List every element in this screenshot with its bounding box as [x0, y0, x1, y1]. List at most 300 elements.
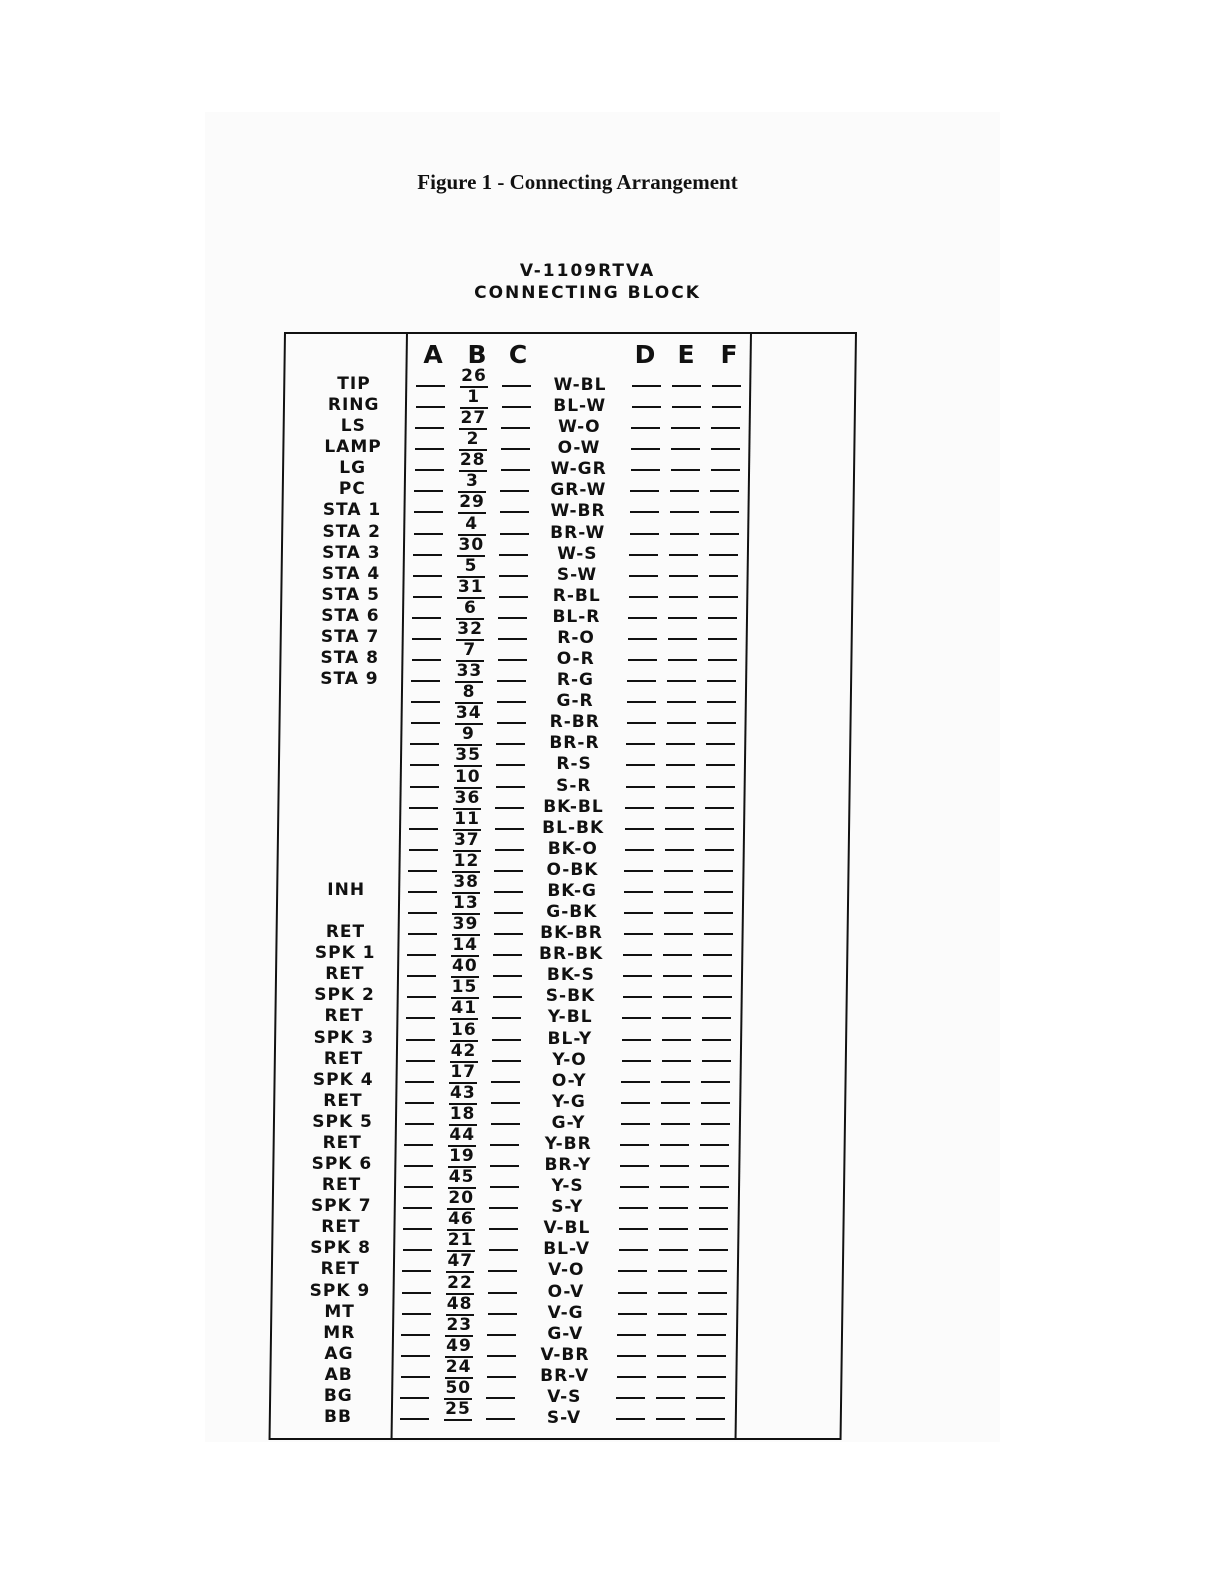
- column-header-e: E: [677, 340, 695, 369]
- terminal-c-line: [493, 975, 522, 977]
- wire-color-code: S-BK: [545, 986, 596, 1007]
- terminal-a-line: [402, 1313, 431, 1315]
- terminal-f-line: [704, 870, 733, 872]
- terminal-c-line: [499, 554, 528, 556]
- wire-color-code: S-W: [556, 564, 598, 585]
- row-label: STA 1: [322, 500, 382, 521]
- terminal-d-line: [621, 1081, 650, 1083]
- terminal-f-line: [710, 511, 739, 513]
- terminal-c-line: [498, 659, 527, 661]
- pin-number: 42: [450, 1040, 477, 1061]
- terminal-e-line: [657, 1376, 686, 1378]
- terminal-c-line: [492, 1060, 521, 1062]
- terminal-e-line: [671, 448, 700, 450]
- wire-color-code: R-G: [556, 670, 594, 691]
- terminal-c-line: [486, 1418, 515, 1420]
- terminal-f-line: [699, 1228, 728, 1230]
- terminal-f-line: [703, 975, 732, 977]
- wire-color-code: BK-G: [547, 880, 597, 901]
- wire-color-code: O-R: [556, 649, 595, 670]
- terminal-e-line: [664, 933, 693, 935]
- terminal-c-line: [499, 596, 528, 598]
- terminal-e-line: [669, 596, 698, 598]
- terminal-d-line: [628, 659, 657, 661]
- block-model: V-1109RTVA: [519, 261, 656, 281]
- pin-number: 26: [461, 366, 487, 386]
- terminal-d-line: [625, 807, 654, 809]
- pin-number: 6: [463, 597, 477, 618]
- terminal-d-line: [632, 406, 661, 408]
- pin-number: 31: [457, 576, 484, 597]
- pin-number: 22: [447, 1272, 473, 1293]
- terminal-f-line: [704, 912, 733, 914]
- terminal-f-line: [705, 807, 734, 809]
- terminal-d-line: [624, 870, 653, 872]
- terminal-a-line: [416, 385, 445, 387]
- wire-color-code: S-R: [556, 775, 592, 796]
- terminal-e-line: [660, 1144, 689, 1146]
- pin-number: 45: [448, 1167, 475, 1188]
- terminal-d-line: [622, 1017, 651, 1019]
- terminal-e-line: [662, 1060, 691, 1062]
- wire-color-code: R-BR: [549, 712, 600, 733]
- terminal-d-line: [620, 1144, 649, 1146]
- pin-number: 12: [453, 850, 480, 871]
- terminal-e-line: [669, 575, 698, 577]
- terminal-f-line: [709, 596, 738, 598]
- row-label: RET: [322, 1132, 362, 1153]
- terminal-f-line: [696, 1397, 725, 1399]
- pin-number: 35: [455, 745, 481, 766]
- pin-number: 48: [446, 1293, 473, 1314]
- pin-number: 39: [452, 914, 479, 935]
- terminal-d-line: [618, 1292, 647, 1294]
- wire-color-code: S-V: [546, 1408, 582, 1428]
- terminal-f-line: [707, 680, 736, 682]
- row-label: BG: [323, 1385, 353, 1406]
- row-label: STA 6: [321, 605, 380, 626]
- terminal-c-line: [491, 1102, 520, 1104]
- terminal-f-line: [697, 1376, 726, 1378]
- terminal-e-line: [657, 1355, 686, 1357]
- terminal-e-line: [665, 828, 694, 830]
- terminal-c-line: [491, 1123, 520, 1125]
- wire-color-code: Y-S: [551, 1176, 584, 1197]
- terminal-f-line: [706, 743, 735, 745]
- terminal-c-line: [500, 490, 529, 492]
- wire-color-code: G-R: [556, 691, 594, 712]
- terminal-c-line: [489, 1207, 518, 1209]
- terminal-c-line: [500, 511, 529, 513]
- row-label: STA 8: [320, 648, 379, 669]
- row-label: AB: [324, 1364, 353, 1385]
- terminal-d-line: [629, 596, 658, 598]
- wire-color-code: W-BR: [550, 501, 606, 522]
- terminal-c-line: [501, 427, 530, 429]
- row-label: BB: [324, 1407, 352, 1427]
- terminal-d-line: [629, 554, 658, 556]
- terminal-f-line: [701, 1123, 730, 1125]
- terminal-e-line: [663, 954, 692, 956]
- terminal-a-line: [403, 1228, 432, 1230]
- wire-color-code: V-O: [548, 1260, 585, 1281]
- terminal-d-line: [620, 1165, 649, 1167]
- terminal-c-line: [492, 1039, 521, 1041]
- terminal-a-line: [415, 427, 444, 429]
- wire-color-code: S-Y: [551, 1197, 584, 1218]
- terminal-a-line: [402, 1292, 431, 1294]
- terminal-d-line: [616, 1418, 645, 1420]
- terminal-c-line: [500, 533, 529, 535]
- terminal-f-line: [709, 554, 738, 556]
- terminal-a-line: [411, 680, 440, 682]
- terminal-e-line: [662, 1039, 691, 1041]
- terminal-c-line: [490, 1165, 519, 1167]
- wire-color-code: W-GR: [550, 459, 607, 480]
- terminal-c-line: [494, 891, 523, 893]
- terminal-d-line: [622, 1039, 651, 1041]
- terminal-f-line: [706, 764, 735, 766]
- wire-color-code: W-O: [558, 417, 601, 438]
- terminal-e-line: [660, 1186, 689, 1188]
- terminal-d-line: [617, 1334, 646, 1336]
- terminal-a-line: [410, 764, 439, 766]
- terminal-c-line: [497, 680, 526, 682]
- terminal-a-line: [408, 870, 437, 872]
- terminal-f-line: [708, 617, 737, 619]
- wire-color-code: R-O: [557, 627, 595, 648]
- terminal-d-line: [627, 722, 656, 724]
- terminal-f-line: [700, 1165, 729, 1167]
- row-label: STA 3: [322, 542, 381, 563]
- terminal-e-line: [658, 1292, 687, 1294]
- terminal-e-line: [669, 554, 698, 556]
- pin-number: 50: [445, 1377, 472, 1398]
- column-header-a: A: [423, 340, 443, 369]
- terminal-d-line: [632, 385, 661, 387]
- pin-number: 21: [447, 1230, 474, 1251]
- terminal-a-line: [406, 1017, 435, 1019]
- terminal-c-line: [494, 933, 523, 935]
- terminal-a-line: [412, 659, 441, 661]
- terminal-c-line: [494, 870, 523, 872]
- column-header-f: F: [720, 340, 738, 369]
- pin-number: 9: [462, 724, 475, 745]
- terminal-f-line: [708, 638, 737, 640]
- row-label: INH: [327, 879, 366, 900]
- pin-number: 14: [452, 935, 479, 956]
- terminal-e-line: [663, 975, 692, 977]
- terminal-d-line: [623, 954, 652, 956]
- terminal-d-line: [630, 533, 659, 535]
- column-header-d: D: [634, 340, 656, 369]
- terminal-d-line: [630, 511, 659, 513]
- terminal-a-line: [401, 1334, 430, 1336]
- pin-number: 19: [449, 1146, 475, 1167]
- pin-number: 32: [457, 618, 483, 639]
- terminal-d-line: [628, 617, 657, 619]
- terminal-a-line: [409, 849, 438, 851]
- terminal-e-line: [661, 1102, 690, 1104]
- row-label: RET: [321, 1175, 362, 1196]
- terminal-a-line: [412, 638, 441, 640]
- terminal-e-line: [666, 786, 695, 788]
- terminal-e-line: [661, 1123, 690, 1125]
- pin-underline: [444, 1419, 472, 1421]
- terminal-a-line: [415, 469, 444, 471]
- terminal-a-line: [403, 1249, 432, 1251]
- wire-color-code: BK-BR: [540, 923, 603, 944]
- wire-color-code: Y-BR: [544, 1133, 592, 1154]
- terminal-f-line: [697, 1334, 726, 1336]
- row-label: LS: [340, 416, 366, 437]
- wire-color-code: GR-W: [550, 480, 607, 501]
- terminal-c-line: [488, 1270, 517, 1272]
- row-label: STA 5: [321, 584, 380, 605]
- terminal-d-line: [623, 996, 652, 998]
- terminal-f-line: [697, 1355, 726, 1357]
- row-label: RET: [325, 922, 366, 943]
- terminal-a-line: [408, 891, 437, 893]
- pin-number: 41: [451, 998, 478, 1019]
- wire-color-code: BK-BL: [543, 796, 604, 817]
- wire-color-code: BR-Y: [544, 1155, 592, 1176]
- terminal-f-line: [698, 1270, 727, 1272]
- terminal-e-line: [665, 807, 694, 809]
- wire-color-code: BL-Y: [547, 1028, 593, 1049]
- terminal-c-line: [496, 743, 525, 745]
- terminal-c-line: [496, 786, 525, 788]
- terminal-a-line: [409, 807, 438, 809]
- terminal-f-line: [705, 828, 734, 830]
- terminal-e-line: [660, 1165, 689, 1167]
- wire-color-code: O-Y: [551, 1070, 587, 1091]
- terminal-a-line: [407, 996, 436, 998]
- terminal-c-line: [496, 764, 525, 766]
- pin-number: 23: [446, 1314, 473, 1335]
- wire-color-code: BR-W: [550, 522, 606, 543]
- terminal-e-line: [666, 743, 695, 745]
- terminal-f-line: [701, 1081, 730, 1083]
- terminal-e-line: [670, 533, 699, 535]
- pin-number: 10: [454, 766, 481, 787]
- terminal-c-line: [491, 1081, 520, 1083]
- pin-number: 7: [463, 640, 477, 661]
- pin-number: 1: [467, 387, 481, 408]
- terminal-f-line: [710, 490, 739, 492]
- row-label: RET: [325, 964, 365, 985]
- terminal-a-line: [413, 575, 442, 577]
- pin-number: 47: [447, 1251, 474, 1272]
- figure-title: Figure 1 - Connecting Arrangement: [417, 170, 738, 194]
- wire-color-code: BK-S: [546, 965, 595, 986]
- terminal-e-line: [670, 511, 699, 513]
- terminal-d-line: [620, 1186, 649, 1188]
- terminal-f-line: [698, 1292, 727, 1294]
- row-label: TIP: [337, 374, 371, 394]
- wire-color-code: V-BR: [540, 1344, 590, 1365]
- pin-number: 20: [448, 1188, 475, 1209]
- terminal-c-line: [493, 996, 522, 998]
- terminal-a-line: [405, 1102, 434, 1104]
- terminal-c-line: [489, 1228, 518, 1230]
- pin-number: 25: [445, 1399, 471, 1419]
- wire-color-code: R-BL: [552, 585, 601, 606]
- row-label: RET: [320, 1259, 360, 1280]
- terminal-c-line: [499, 575, 528, 577]
- terminal-c-line: [487, 1355, 516, 1357]
- terminal-e-line: [664, 912, 693, 914]
- column-header-c: C: [508, 340, 528, 369]
- pin-number: 5: [464, 555, 478, 576]
- wire-color-code: V-G: [547, 1302, 584, 1323]
- terminal-d-line: [624, 891, 653, 893]
- terminal-f-line: [711, 469, 740, 471]
- wire-color-code: G-BK: [546, 902, 598, 923]
- pin-number: 15: [451, 977, 478, 998]
- row-label: LAMP: [324, 437, 382, 458]
- terminal-a-line: [414, 490, 443, 492]
- row-label: RET: [323, 1048, 364, 1069]
- pin-number: 16: [451, 1019, 477, 1040]
- terminal-e-line: [668, 617, 697, 619]
- terminal-d-line: [617, 1355, 646, 1357]
- terminal-e-line: [657, 1334, 686, 1336]
- terminal-a-line: [406, 1039, 435, 1041]
- pin-number: 43: [450, 1082, 476, 1103]
- terminal-f-line: [709, 575, 738, 577]
- terminal-c-line: [488, 1313, 517, 1315]
- terminal-a-line: [414, 511, 443, 513]
- pin-number: 37: [453, 829, 480, 850]
- row-label: MT: [324, 1301, 355, 1322]
- wire-color-code: BL-BK: [542, 817, 605, 838]
- terminal-c-line: [495, 828, 524, 830]
- row-label: AG: [324, 1343, 354, 1364]
- pin-number: 8: [462, 682, 476, 703]
- terminal-d-line: [631, 448, 660, 450]
- terminal-e-line: [659, 1207, 688, 1209]
- terminal-c-line: [494, 912, 523, 914]
- terminal-d-line: [617, 1376, 646, 1378]
- terminal-d-line: [616, 1397, 645, 1399]
- wire-color-code: Y-BL: [547, 1007, 593, 1028]
- block-subtitle: CONNECTING BLOCK: [474, 283, 701, 303]
- terminal-f-line: [703, 954, 732, 956]
- terminal-f-line: [711, 448, 740, 450]
- terminal-d-line: [621, 1123, 650, 1125]
- terminal-f-line: [698, 1313, 727, 1315]
- pin-number: 38: [453, 871, 479, 892]
- row-label: LG: [339, 458, 367, 479]
- terminal-f-line: [707, 722, 736, 724]
- terminal-a-line: [412, 617, 441, 619]
- terminal-c-line: [497, 701, 526, 703]
- terminal-f-line: [706, 786, 735, 788]
- terminal-f-line: [712, 385, 741, 387]
- row-label: STA 9: [320, 669, 379, 690]
- pin-number: 3: [465, 471, 479, 492]
- wire-color-code: BR-BK: [539, 944, 604, 965]
- row-label: SPK 6: [311, 1154, 373, 1175]
- terminal-c-line: [490, 1186, 519, 1188]
- terminal-a-line: [415, 448, 444, 450]
- wire-color-code: O-BK: [546, 859, 599, 880]
- terminal-f-line: [703, 996, 732, 998]
- wire-color-code: R-S: [556, 754, 592, 775]
- terminal-d-line: [628, 638, 657, 640]
- terminal-e-line: [663, 996, 692, 998]
- row-label: RET: [324, 1006, 364, 1027]
- terminal-a-line: [413, 554, 442, 556]
- row-label: RING: [327, 395, 380, 416]
- row-label: PC: [338, 479, 366, 500]
- terminal-f-line: [712, 406, 741, 408]
- row-label: STA 2: [322, 521, 381, 542]
- terminal-c-line: [488, 1292, 517, 1294]
- wire-color-code: Y-O: [552, 1049, 587, 1070]
- terminal-f-line: [705, 849, 734, 851]
- terminal-e-line: [666, 764, 695, 766]
- terminal-d-line: [622, 1060, 651, 1062]
- terminal-f-line: [699, 1249, 728, 1251]
- terminal-d-line: [631, 469, 660, 471]
- terminal-c-line: [497, 722, 526, 724]
- terminal-e-line: [658, 1313, 687, 1315]
- pin-number: 13: [452, 893, 479, 914]
- terminal-d-line: [625, 828, 654, 830]
- terminal-f-line: [702, 1017, 731, 1019]
- terminal-e-line: [661, 1081, 690, 1083]
- terminal-a-line: [407, 975, 436, 977]
- row-label: STA 7: [320, 626, 380, 647]
- terminal-d-line: [621, 1102, 650, 1104]
- terminal-a-line: [411, 722, 440, 724]
- wire-color-code: G-V: [547, 1323, 584, 1344]
- terminal-f-line: [708, 659, 737, 661]
- pin-number: 30: [458, 534, 485, 555]
- terminal-f-line: [702, 1039, 731, 1041]
- pin-number: 17: [450, 1061, 477, 1082]
- row-label: SPK 3: [313, 1027, 375, 1048]
- row-label: SPK 5: [312, 1111, 373, 1132]
- terminal-d-line: [629, 575, 658, 577]
- terminal-a-line: [416, 406, 445, 408]
- terminal-f-line: [711, 427, 740, 429]
- wire-color-code: BR-V: [540, 1365, 590, 1386]
- row-label: SPK 7: [310, 1196, 372, 1217]
- row-label: SPK 1: [314, 943, 376, 964]
- terminal-a-line: [402, 1270, 431, 1272]
- pin-number: 36: [454, 787, 481, 808]
- terminal-d-line: [626, 743, 655, 745]
- terminal-e-line: [664, 870, 693, 872]
- terminal-c-line: [493, 954, 522, 956]
- terminal-c-line: [502, 406, 531, 408]
- terminal-d-line: [623, 975, 652, 977]
- terminal-a-line: [414, 533, 443, 535]
- wire-color-code: G-Y: [551, 1112, 586, 1133]
- terminal-a-line: [408, 912, 437, 914]
- terminal-d-line: [619, 1249, 648, 1251]
- pin-number: 28: [459, 450, 486, 471]
- terminal-e-line: [667, 722, 696, 724]
- wire-color-code: V-S: [547, 1386, 582, 1407]
- pin-number: 29: [459, 492, 485, 513]
- terminal-d-line: [627, 680, 656, 682]
- terminal-a-line: [405, 1081, 434, 1083]
- terminal-f-line: [710, 533, 739, 535]
